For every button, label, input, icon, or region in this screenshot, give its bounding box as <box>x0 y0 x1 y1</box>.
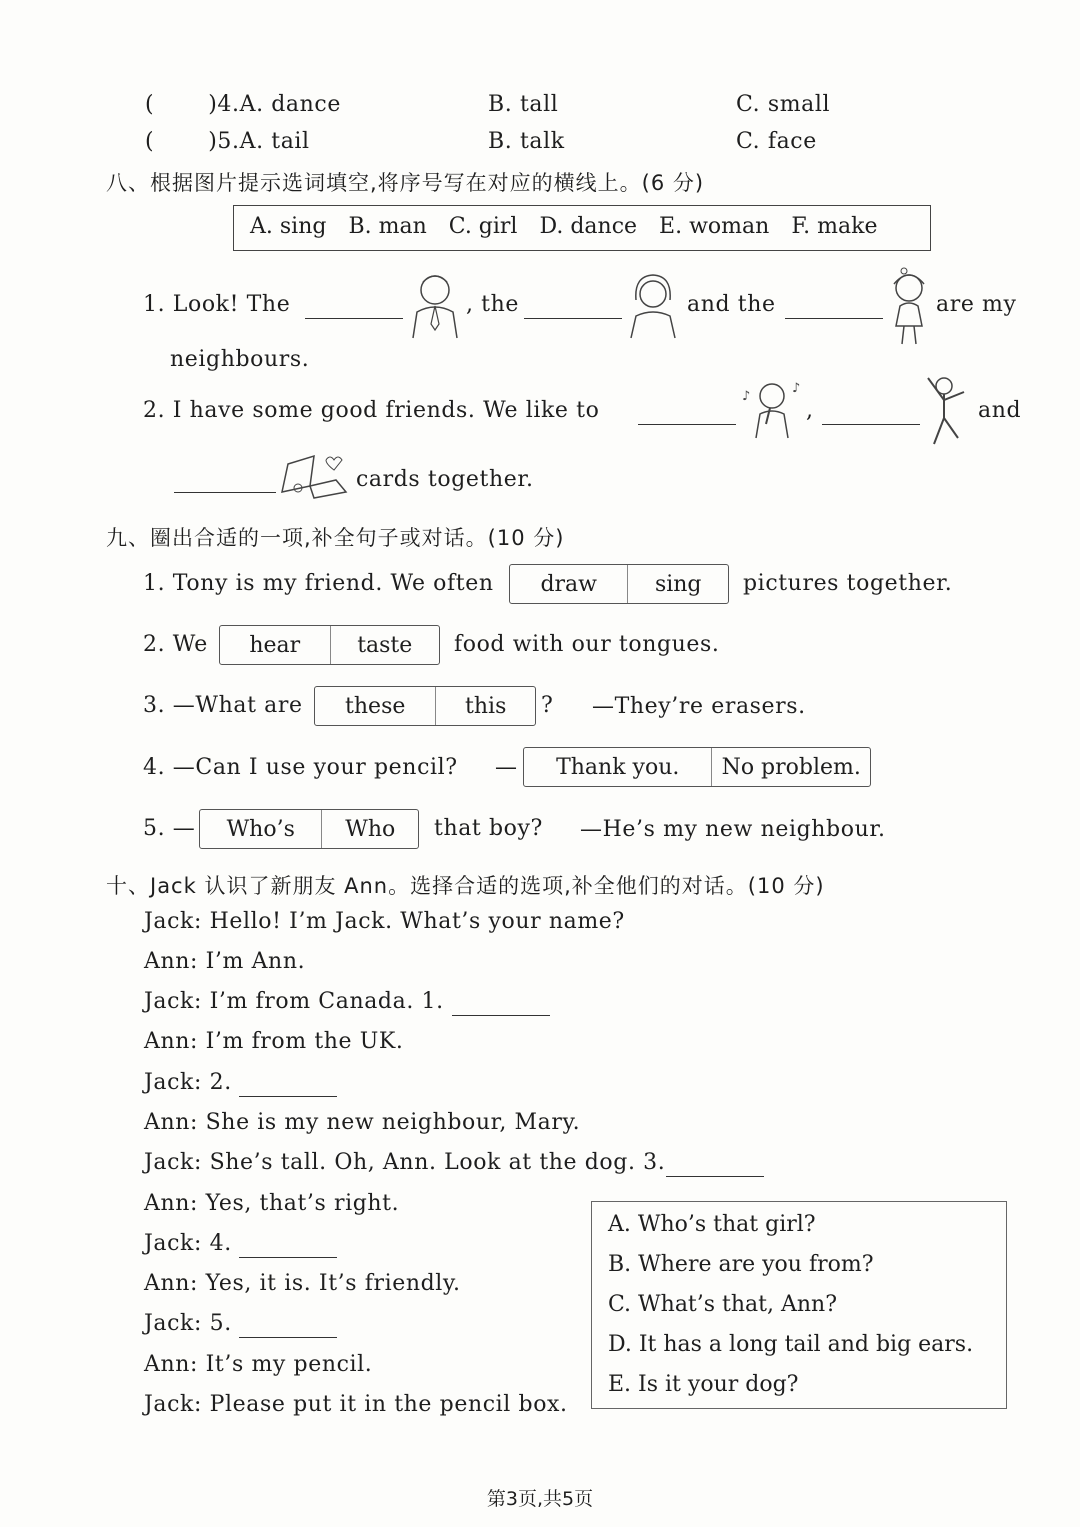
choice-option[interactable]: No problem. <box>721 754 861 780</box>
dialogue-line: Ann: It’s my pencil. <box>144 1352 373 1377</box>
q8-1-text-b: , the <box>466 292 520 317</box>
choice-option[interactable]: these <box>315 687 436 725</box>
dialogue-line: Jack: Hello! I’m Jack. What’s your name? <box>144 909 625 934</box>
q9-5-prefix: 5. — <box>143 816 196 841</box>
word-bank-item: E. woman <box>659 214 770 239</box>
answer-paren-close: ) <box>208 129 218 154</box>
q9-2-suffix: food with our tongues. <box>454 632 720 657</box>
choice-option[interactable]: taste <box>357 632 413 658</box>
q8-1-text-c: and the <box>687 292 776 317</box>
dialogue-line: Ann: I’m from the UK. <box>144 1029 404 1054</box>
section-10-title: 十、Jack 认识了新朋友 Ann。选择合适的选项,补全他们的对话。(10 分) <box>106 874 825 898</box>
card-making-picture <box>274 452 352 500</box>
choice-option[interactable]: Thank you. <box>524 748 712 786</box>
choice-option[interactable]: sing <box>654 571 702 597</box>
q9-3-suffix: ? <box>541 693 554 718</box>
q9-5-answer: —He’s my new neighbour. <box>580 817 886 842</box>
question-number: 5. <box>217 129 240 154</box>
q9-2-prefix: 2. We <box>143 632 208 657</box>
answer-blank-2[interactable] <box>239 1076 337 1097</box>
option-item: A. Who’s that girl? <box>608 1212 816 1237</box>
answer-blank-3[interactable] <box>666 1156 764 1177</box>
q8-1-text-e: neighbours. <box>170 347 310 372</box>
dialogue-line: Jack: 2. <box>144 1070 232 1095</box>
q9-1-choice-box <box>509 564 729 604</box>
dialogue-line: Jack: 4. <box>144 1231 232 1256</box>
q7-4-option-b: B. tall <box>488 92 559 117</box>
answer-blank-4[interactable] <box>239 1237 337 1258</box>
q9-1-suffix: pictures together. <box>743 571 953 596</box>
q8-2-text-a: 2. I have some good friends. We like to <box>143 398 600 423</box>
q9-4-dash: — <box>495 755 518 780</box>
q9-3-answer: —They’re erasers. <box>592 694 806 719</box>
word-bank <box>233 205 931 251</box>
answer-blank-1[interactable] <box>452 995 550 1016</box>
q9-4-choice-box <box>523 747 871 787</box>
answer-blank[interactable] <box>822 404 920 425</box>
option-a: A. dance <box>239 92 341 117</box>
answer-blank[interactable] <box>174 472 276 493</box>
dialogue-line: Ann: Yes, it is. It’s friendly. <box>144 1271 461 1296</box>
q7-4-option-c: C. small <box>736 92 831 117</box>
option-item: B. Where are you from? <box>608 1252 874 1277</box>
q9-3-choice-box <box>314 686 536 726</box>
answer-blank[interactable] <box>638 404 736 425</box>
singing-picture <box>740 376 806 442</box>
q9-5-suffix: that boy? <box>434 816 543 841</box>
option-item: C. What’s that, Ann? <box>608 1292 838 1317</box>
section-9-title: 九、圈出合适的一项,补全句子或对话。(10 分) <box>106 526 565 550</box>
answer-blank[interactable] <box>785 298 883 319</box>
choice-option[interactable]: hear <box>220 626 331 664</box>
answer-blank[interactable] <box>524 298 622 319</box>
dialogue-line: Jack: I’m from Canada. 1. <box>144 989 444 1014</box>
q7-row-4 <box>145 92 341 117</box>
word-bank-item: C. girl <box>448 214 518 239</box>
q9-4-prefix: 4. —Can I use your pencil? <box>143 755 458 780</box>
svg-text:♪: ♪ <box>792 381 801 396</box>
answer-paren-open: ( <box>145 92 155 117</box>
q7-row-5 <box>145 129 310 154</box>
q8-2-text-d: cards together. <box>356 467 534 492</box>
dialogue-line: Ann: I’m Ann. <box>144 949 306 974</box>
word-bank-item: D. dance <box>539 214 638 239</box>
woman-picture <box>626 270 680 340</box>
q8-1-text-d: are my <box>936 292 1017 317</box>
choice-option[interactable]: Who <box>345 816 396 842</box>
word-bank-item: F. make <box>791 214 878 239</box>
svg-text:♪: ♪ <box>742 389 751 404</box>
question-number: 4. <box>217 92 240 117</box>
q8-2-text-c: and <box>978 398 1022 423</box>
dialogue-line: Jack: She’s tall. Oh, Ann. Look at the dog. 3. <box>144 1150 666 1175</box>
q7-5-option-c: C. face <box>736 129 817 154</box>
q9-3-prefix: 3. —What are <box>143 693 303 718</box>
section-8-title: 八、根据图片提示选词填空,将序号写在对应的横线上。(6 分) <box>106 171 705 195</box>
dialogue-line: Jack: 5. <box>144 1311 232 1336</box>
man-picture <box>407 268 463 340</box>
q7-5-option-b: B. talk <box>488 129 565 154</box>
choice-option[interactable]: draw <box>510 565 628 603</box>
q9-1-prefix: 1. Tony is my friend. We often <box>143 571 494 596</box>
dialogue-line: Ann: Yes, that’s right. <box>144 1191 400 1216</box>
q9-2-choice-box <box>219 625 440 665</box>
dancing-picture <box>922 374 968 448</box>
dialogue-line: Ann: She is my new neighbour, Mary. <box>144 1110 581 1135</box>
dialogue-line: Jack: Please put it in the pencil box. <box>144 1392 568 1417</box>
q8-1-text-a: 1. Look! The <box>143 292 291 317</box>
option-item: D. It has a long tail and big ears. <box>608 1332 974 1357</box>
answer-paren-open: ( <box>145 129 155 154</box>
answer-blank-5[interactable] <box>239 1317 337 1338</box>
word-bank-item: A. sing <box>250 214 327 239</box>
word-bank-item: B. man <box>348 214 427 239</box>
page-footer: 第3页,共5页 <box>486 1488 594 1510</box>
choice-option[interactable]: this <box>465 693 507 719</box>
option-item: E. Is it your dog? <box>608 1372 799 1397</box>
answer-paren-close: ) <box>208 92 218 117</box>
answer-blank[interactable] <box>305 298 403 319</box>
girl-picture <box>884 266 934 346</box>
options-box <box>591 1201 1007 1409</box>
q9-5-choice-box <box>199 809 419 849</box>
option-a: A. tail <box>239 129 310 154</box>
q8-2-text-b: , <box>806 398 814 423</box>
choice-option[interactable]: Who’s <box>200 810 322 848</box>
